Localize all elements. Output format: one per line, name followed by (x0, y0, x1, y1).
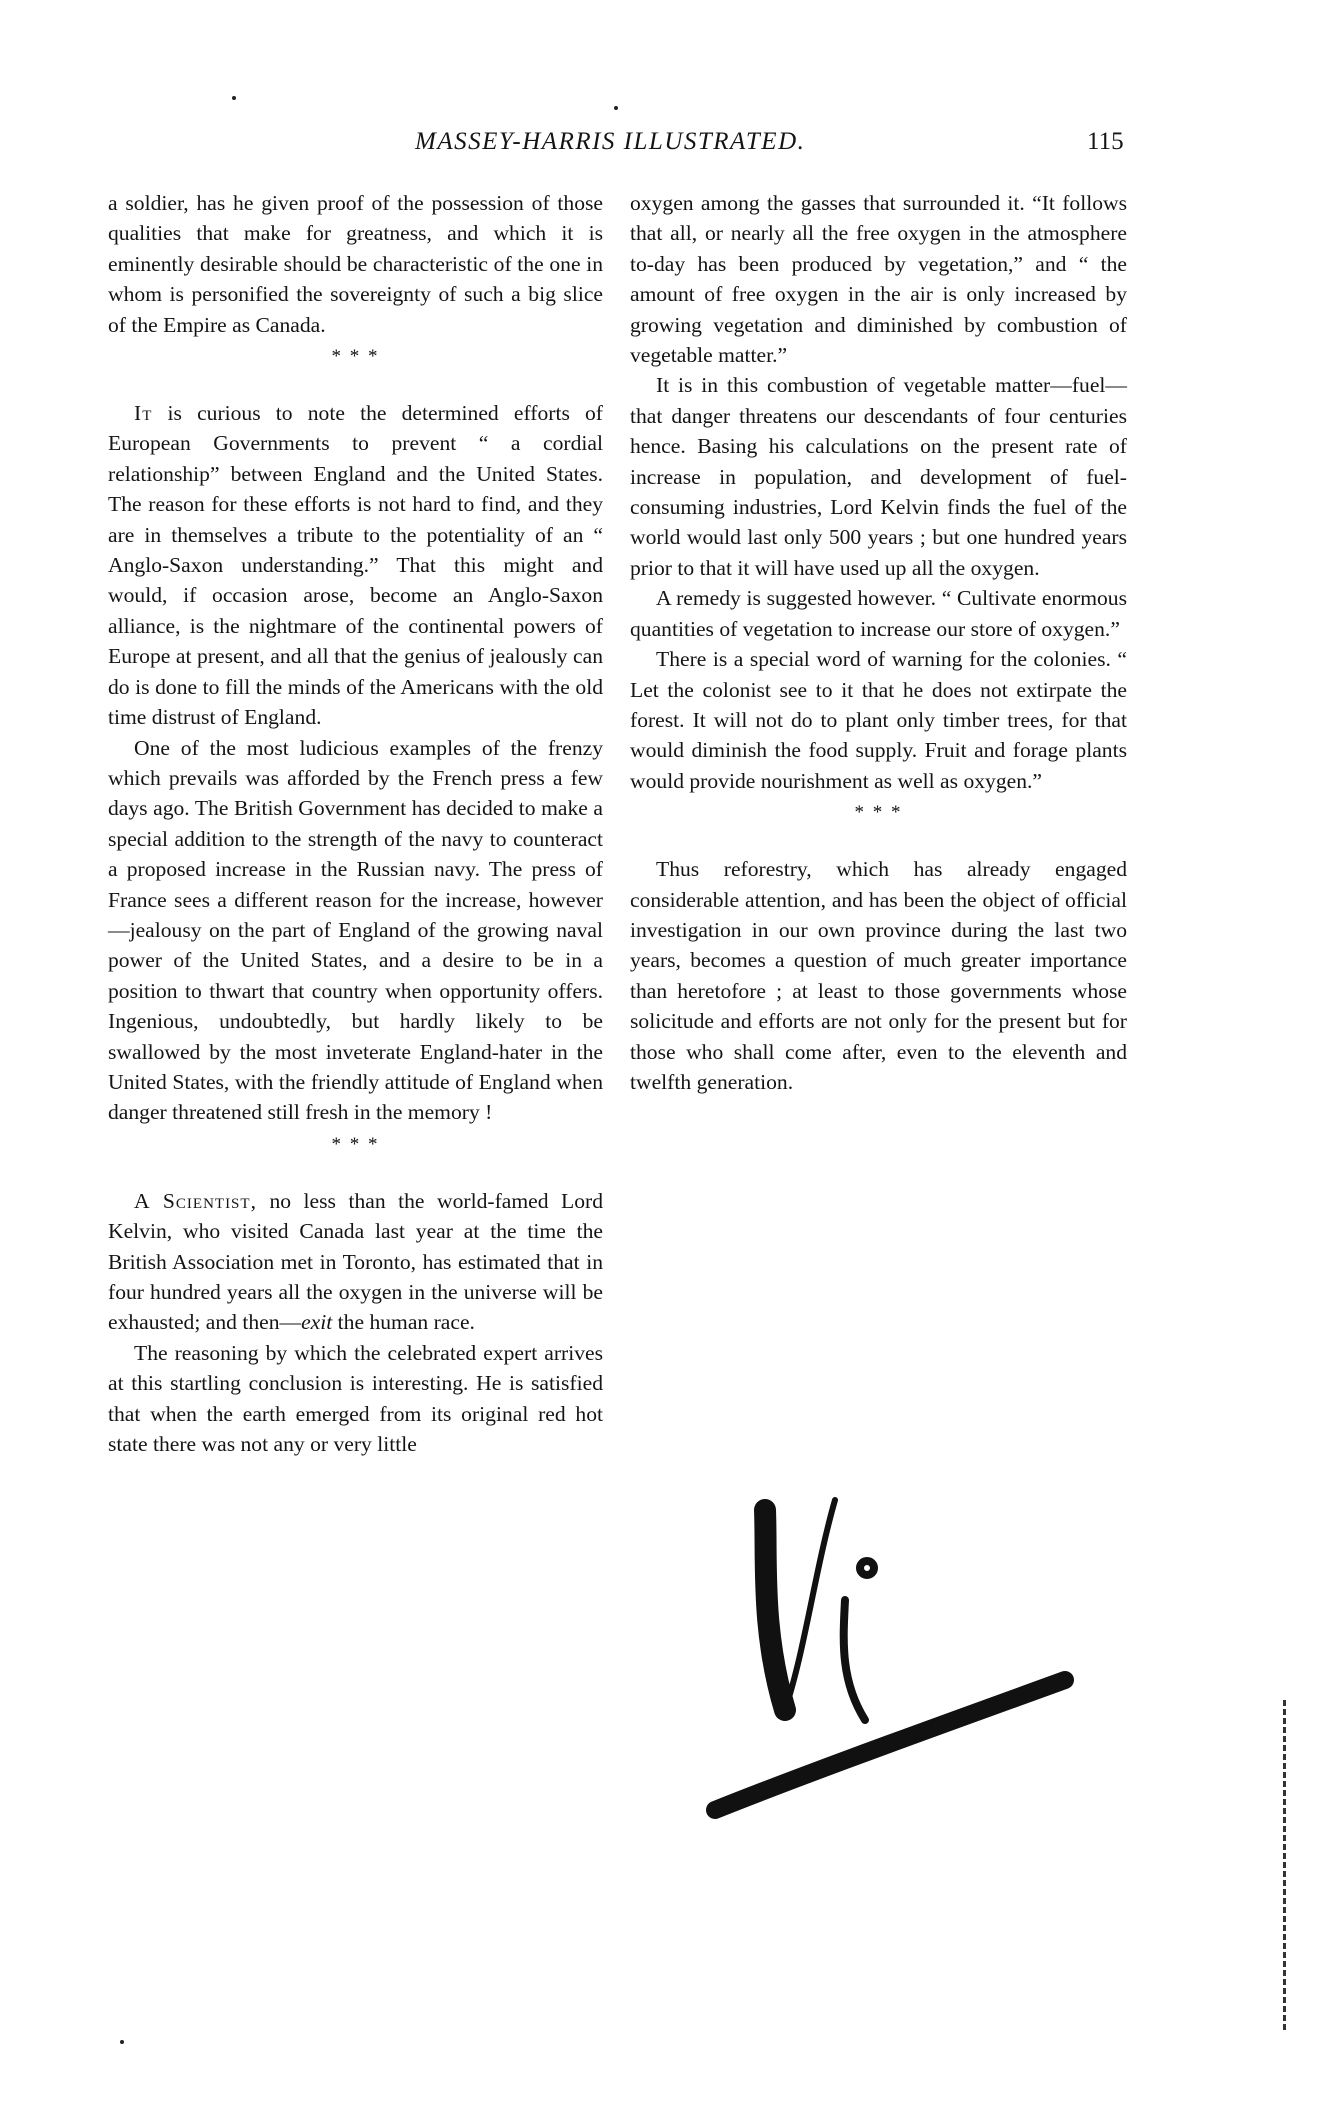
signature-strokes (715, 1500, 1065, 1810)
signature-flourish (695, 1480, 1075, 1820)
paragraph (108, 1186, 603, 1338)
right-column (630, 188, 1127, 1097)
stars-text: * * * (854, 802, 903, 824)
paragraph: A remedy is suggested however. “ Cultivate enormous quantities of vegetation to increase our store of oxygen.” (630, 586, 1127, 641)
paragraph: Thus reforestry, which has already engaged considerable attention, and has been the object of official investigation in our own province during the last two years, becomes a question of much greater importance than heretofore ; at least to those governments whose solicitude and efforts are not only for the present but for those who shall come after, even to the eleventh and twelfth generation. (630, 857, 1127, 1094)
stars-text: * * * (331, 1133, 380, 1155)
page-number: 115 (1087, 128, 1124, 155)
paragraph: There is a special word of warning for the colonies. “ Let the colonist see to it that he does not extirpate the forest. It will not do to plant only timber trees, for that would diminish the food supply. Fruit and forage plants would provide nourishment as well as oxygen.” (630, 647, 1127, 793)
lead-word: It (134, 401, 153, 426)
paragraph: oxygen among the gasses that surrounded it. “It follows that all, or nearly all the free oxygen in the atmosphere to-day has been produced by vegetation,” and “ the amount of free oxygen in the air is only increased by growing vegetation and diminished by combustion of vegetable matter.” (630, 191, 1127, 368)
print-speck (614, 106, 618, 110)
running-header (0, 128, 1317, 168)
italic-word: exit (301, 1310, 333, 1335)
paragraph-text: no less than the world-famed Lord Kelvin, who visited Canada last year at the time the British Association met in Toronto, has estimated that in four hundred years all the oxygen in the universe will be exhausted; and then— (108, 1188, 603, 1335)
paragraph (108, 398, 603, 732)
print-speck (232, 96, 236, 100)
lead-word: A Scientist, (134, 1188, 257, 1213)
stars-text: * * * (331, 346, 380, 368)
running-title: MASSEY-HARRIS ILLUSTRATED. (415, 128, 806, 155)
paragraph-text: is curious to note the determined efforts of European Governments to prevent “ a cordial relationship” between England and the United States. The reason for these efforts is not hard to find, and they are in themselves a tribute to the potentiality of an “ Anglo-Saxon understanding.” That this might and would, if occasion arose, become an Anglo-Saxon alliance, is the nightmare of the continental powers of Europe at present, and all that the genius of jealously can do is done to fill the minds of the Americans with the old time distrust of England. (108, 401, 603, 730)
print-speck (120, 2040, 124, 2044)
paragraph: a soldier, has he given proof of the possession of those qualities that make for greatness, and which it is eminently desirable should be characteristic of the one in whom is personified the sovereignty of such a big slice of the Empire as Canada. (108, 191, 603, 337)
margin-rule (1283, 1700, 1290, 2030)
section-divider-stars (108, 346, 603, 368)
left-column (108, 188, 603, 1459)
paragraph: It is in this combustion of vegetable matter—fuel—that danger threatens our descendants of four centuries hence. Basing his calculations on the present rate of increase in population, and development of fuel-consuming industries, Lord Kelvin finds the fuel of the world would last only 500 years ; but one hundred years prior to that it will have used up all the oxygen. (630, 373, 1127, 580)
paragraph: The reasoning by which the celebrated expert arrives at this startling conclusion is interesting. He is satisfied that when the earth emerged from its original red hot state there was not any or very little (108, 1340, 603, 1457)
paragraph: One of the most ludicious examples of the frenzy which prevails was afforded by the French press a few days ago. The British Government has decided to make a special addition to the strength of the navy to counteract a proposed increase in the Russian navy. The press of France sees a different reason for the increase, however—jealousy on the part of England of the growing naval power of the United States, and a desire to be in a position to thwart that country when opportunity offers. Ingenious, undoubtedly, but hardly likely to be swallowed by the most inveterate England-hater in the United States, with the friendly attitude of England when danger threatened still fresh in the memory ! (108, 735, 603, 1125)
paragraph-text: the human race. (332, 1310, 475, 1335)
section-divider-stars (108, 1134, 603, 1156)
section-divider-stars (630, 802, 1127, 824)
